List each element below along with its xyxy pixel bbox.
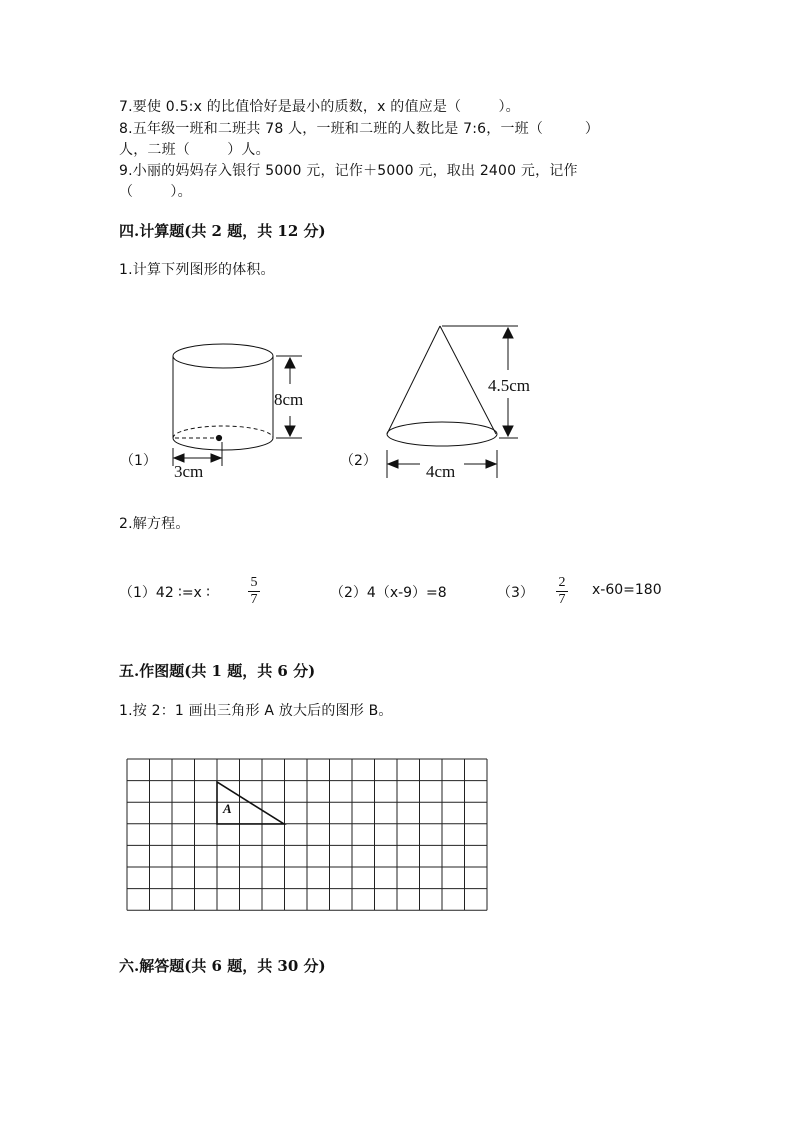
equation-2: （2）4（x-9）=8 <box>330 585 447 601</box>
fraction-numerator: 2 <box>558 575 566 590</box>
section-4-question-2: 2.解方程。 <box>119 516 190 532</box>
figure-1-label: （1） <box>120 453 157 469</box>
section-4-question-1: 1.计算下列图形的体积。 <box>119 262 275 278</box>
fraction-denominator: 7 <box>250 592 258 607</box>
section-5-heading: 五.作图题(共 1 题，共 6 分) <box>119 662 316 680</box>
fraction-numerator: 5 <box>250 575 258 590</box>
section-4-heading: 四.计算题(共 2 题，共 12 分) <box>119 222 326 240</box>
equation-3-prefix: （3） <box>497 585 534 601</box>
question-8-line-1: 8.五年级一班和二班共 78 人，一班和二班的人数比是 7:6，一班（ ） <box>119 121 600 137</box>
cone-diameter-label: 4cm <box>426 462 456 481</box>
cylinder-height-label: 8cm <box>274 390 304 409</box>
equation-1-prefix: （1）42 ∶=x ∶ <box>119 585 210 601</box>
fraction-denominator: 7 <box>558 592 566 607</box>
question-7: 7.要使 0.5:x 的比值恰好是最小的质数，x 的值应是（ ）。 <box>119 99 520 115</box>
question-9-line-2: （ ）。 <box>119 184 192 200</box>
question-8-line-2: 人，二班（ ）人。 <box>119 142 270 158</box>
cylinder-radius-label: 3cm <box>174 462 204 481</box>
section-5-question-1: 1.按 2：1 画出三角形 A 放大后的图形 B。 <box>119 703 393 719</box>
equation-3-suffix: x-60=180 <box>592 582 662 598</box>
cone-height-label: 4.5cm <box>488 376 531 395</box>
section-6-heading: 六.解答题(共 6 题，共 30 分) <box>119 957 326 975</box>
figure-2-label: （2） <box>340 453 377 469</box>
triangle-a-label: A <box>223 801 232 816</box>
question-9-line-1: 9.小丽的妈妈存入银行 5000 元，记作＋5000 元，取出 2400 元，记作 <box>119 163 578 179</box>
